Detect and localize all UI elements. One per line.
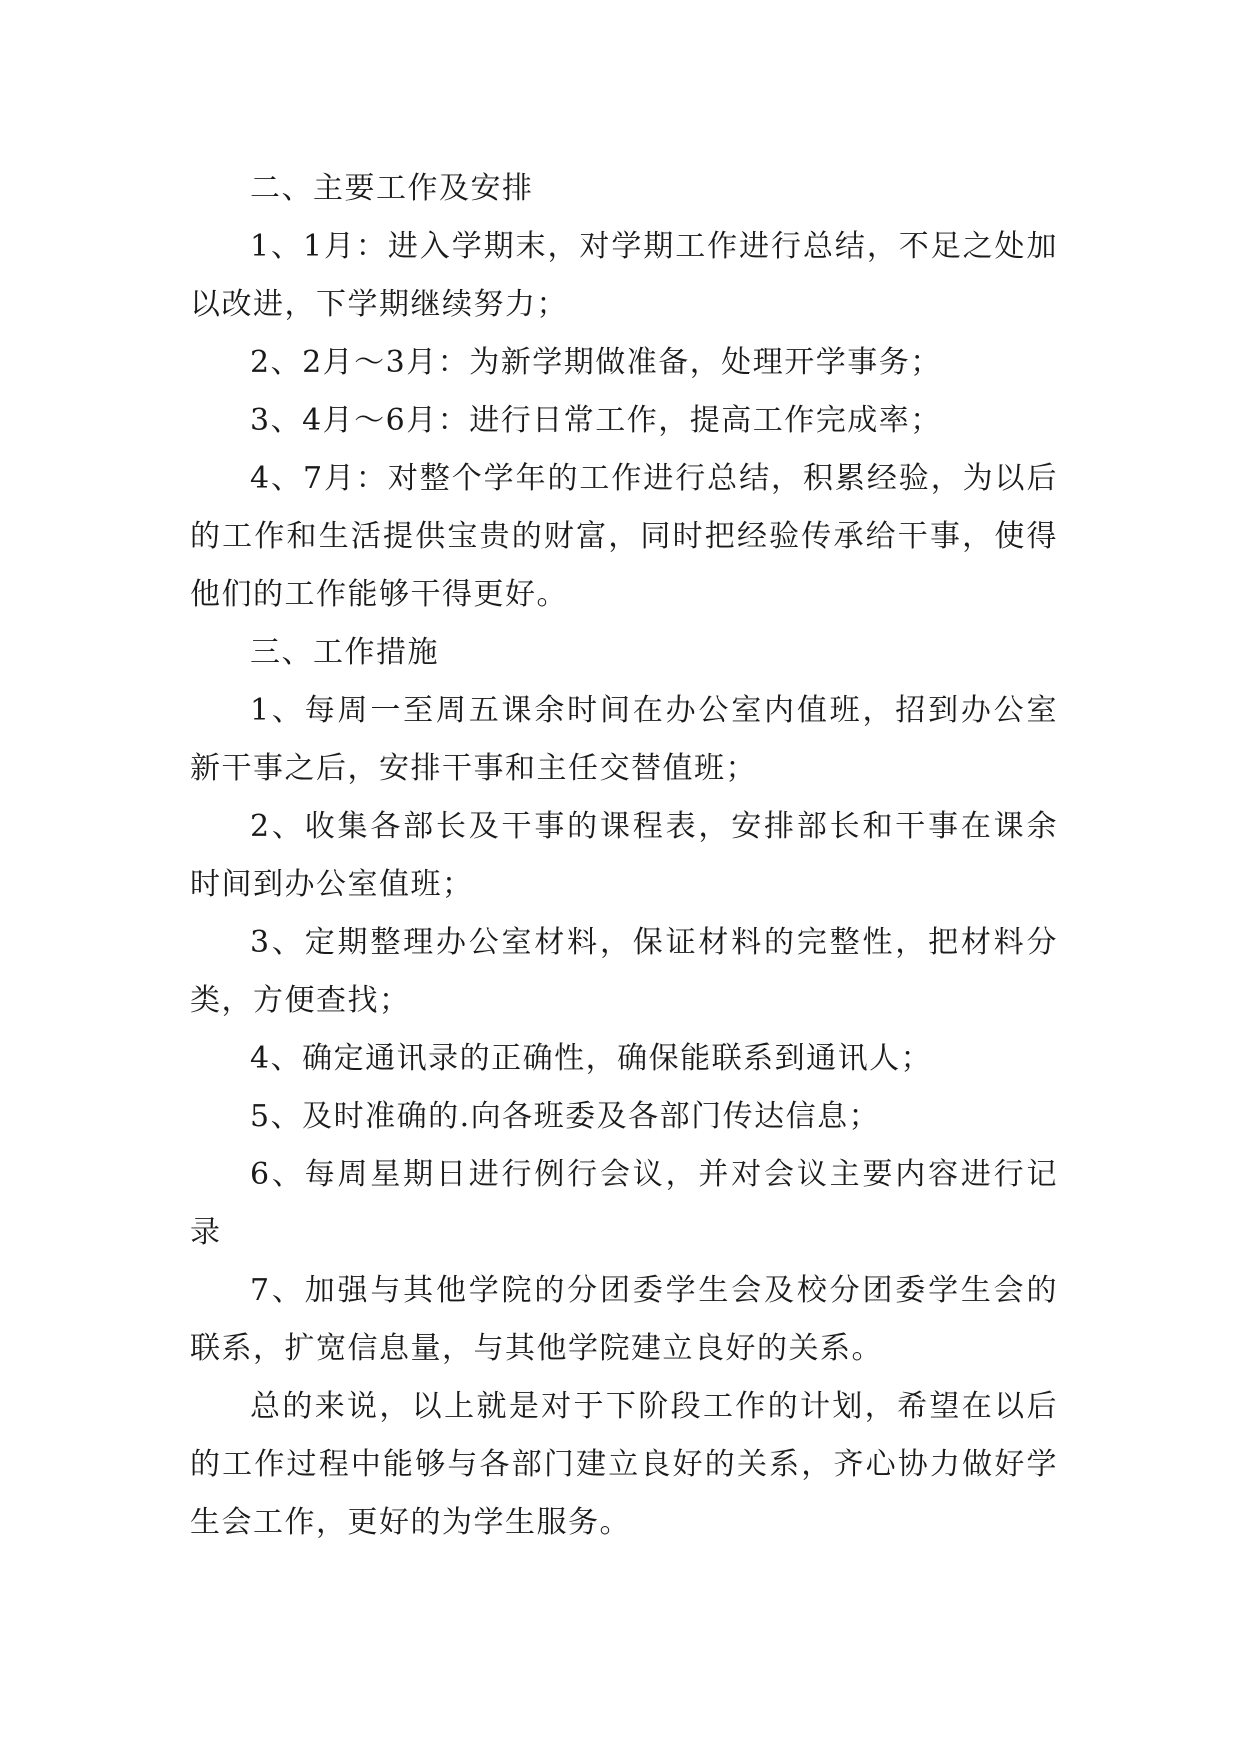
paragraph: 2、2月～3月：为新学期做准备，处理开学事务；	[250, 345, 942, 380]
paragraph: 4、7月：对整个学年的工作进行总结，积累经验，为以后的工作和生活提供宝贵的财富，同时把经验传承给干事，使得他们的工作能够干得更好。	[190, 461, 1058, 612]
section-heading-main-work: 二、主要工作及安排	[250, 171, 534, 206]
document-body	[190, 160, 1058, 1552]
paragraph: 6、每周星期日进行例行会议，并对会议主要内容进行记录	[190, 1157, 1058, 1250]
paragraph: 5、及时准确的.向各班委及各部门传达信息；	[250, 1099, 881, 1134]
paragraph: 1、1月：进入学期末，对学期工作进行总结，不足之处加以改进，下学期继续努力；	[190, 229, 1058, 322]
section-heading-measures: 三、工作措施	[250, 635, 439, 670]
paragraph: 3、定期整理办公室材料，保证材料的完整性，把材料分类，方便查找；	[190, 925, 1058, 1018]
paragraph: 4、确定通讯录的正确性，确保能联系到通讯人；	[250, 1041, 933, 1076]
closing-paragraph: 总的来说，以上就是对于下阶段工作的计划，希望在以后的工作过程中能够与各部门建立良好的关系，齐心协力做好学生会工作，更好的为学生服务。	[190, 1389, 1058, 1540]
paragraph: 7、加强与其他学院的分团委学生会及校分团委学生会的联系，扩宽信息量，与其他学院建立良好的关系。	[190, 1273, 1058, 1366]
paragraph: 1、每周一至周五课余时间在办公室内值班，招到办公室新干事之后，安排干事和主任交替值班；	[190, 693, 1058, 786]
paragraph: 2、收集各部长及干事的课程表，安排部长和干事在课余时间到办公室值班；	[190, 809, 1058, 902]
paragraph: 3、4月～6月：进行日常工作，提高工作完成率；	[250, 403, 942, 438]
